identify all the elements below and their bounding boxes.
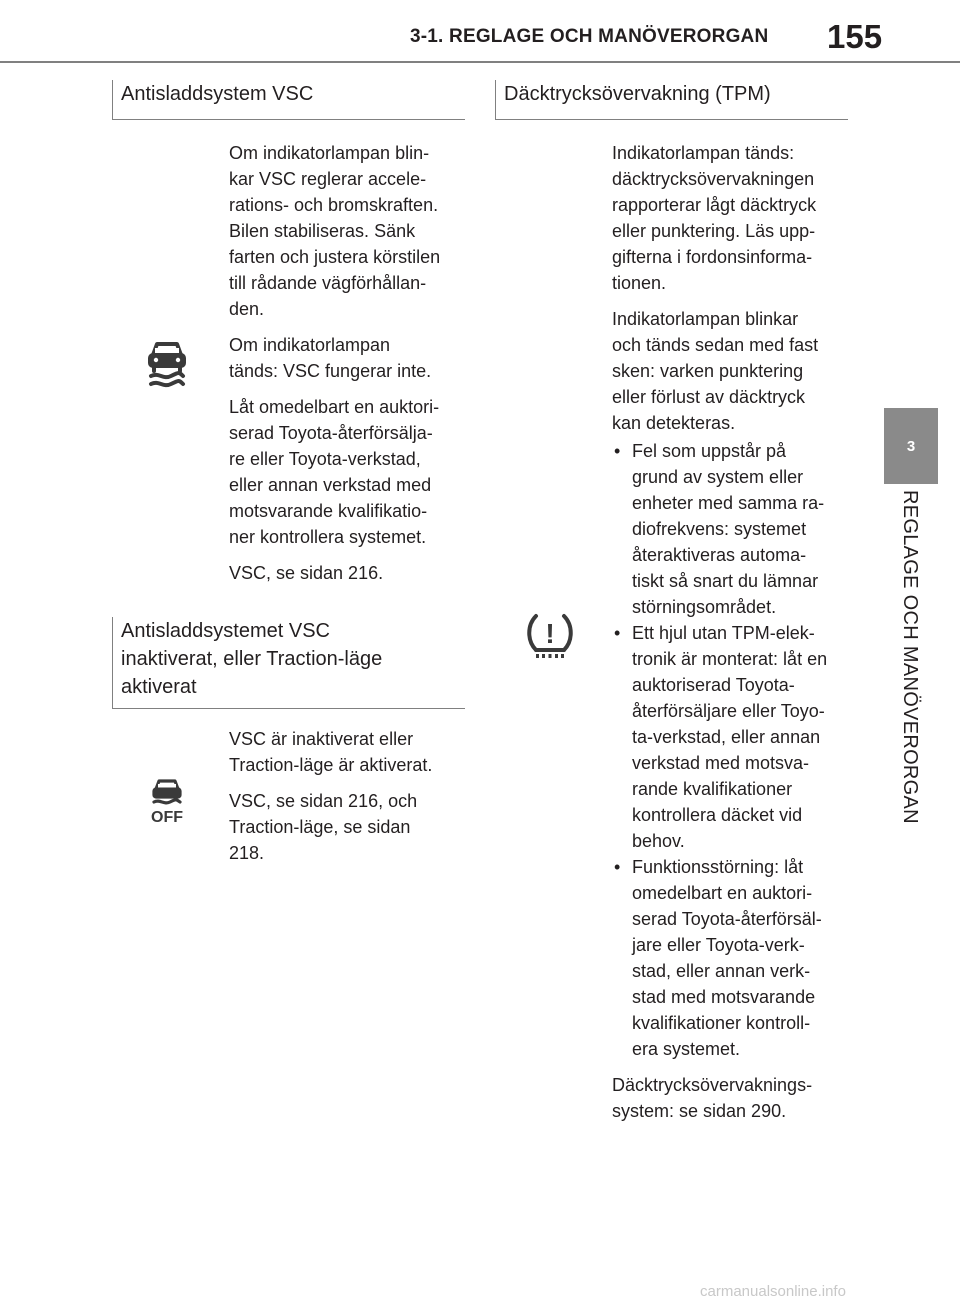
tpm-paragraph-1: Indikatorlampan tänds: däcktrycksövervakningen rapporterar lågt däcktryck eller punktering. Läs upp- gifterna i fordonsinforma- tionen. [612,143,817,293]
chapter-tab-number: 3 [906,437,916,455]
vsc-paragraph-1: Om indikatorlampan blin- kar VSC reglerar accele- rations- och bromskraften. Bilen stabiliseras. Sänk farten och justera körstilen till rådande vägförhållan- den. [229,143,441,319]
tpm-closing: Däcktrycksövervaknings- system: se sidan 290. [612,1075,813,1121]
tpm-icon-exclamation: ! [545,618,555,649]
vsc-off-paragraph-2: VSC, se sidan 216, och Traction-läge, se sidan 218. [229,791,418,863]
tpm-paragraph-2: Indikatorlampan blinkar och tänds sedan med fast sken: varken punktering eller förlust av däcktryck kan detekteras. [612,309,819,433]
tpm-bullet-1: • Fel som uppstår på grund av system eller enheter med samma ra- diofrekvens: systemet återaktiveras automa- tiskt så snart du lämnar störningsområdet. [612,438,852,620]
header-rule [0,61,960,63]
vsc-off-icon [149,777,185,825]
vsc-paragraph-2: Om indikatorlampan tänds: VSC fungerar inte. [229,335,432,381]
tpm-bullet-list [612,438,852,1062]
vsc-skid-icon [145,338,189,388]
section-heading-vsc: Antisladdsystem VSC [112,80,465,120]
vsc-off-paragraph-1: VSC är inaktiverat eller Traction-läge är aktiverat. [229,729,433,775]
section-heading-vsc-off: Antisladdsystemet VSC inaktiverat, eller Traction-läge aktiverat [112,617,465,709]
vsc-paragraph-3: Låt omedelbart en auktori- serad Toyota-återförsälja- re eller Toyota-verkstad, eller annan verkstad med motsvarande kvalifikatio- ner kontrollera systemet. [229,397,440,547]
watermark: carmanualsonline.info [700,1283,846,1300]
tire-pressure-warning-icon [524,612,576,660]
tpm-bullet-2: • Ett hjul utan TPM-elek- tronik är monterat: låt en auktoriserad Toyota- återförsäljare eller Toyo- ta-verkstad, eller annan verkstad med motsva- rande kvalifikationer kontrollera däcket vid behov. [612,620,852,854]
vsc-text [229,140,469,596]
chapter-side-label: REGLAGE OCH MANÖVERORGAN [899,490,921,824]
vsc-off-text [229,726,469,876]
chapter-title: 3-1. REGLAGE OCH MANÖVERORGAN [410,26,769,47]
vsc-off-icon-text: OFF [151,809,183,825]
chapter-tab [884,408,938,484]
section-heading-tpm: Däcktrycksövervakning (TPM) [495,80,848,120]
tpm-text [612,140,852,1134]
page-number: 155 [827,18,883,55]
tpm-bullet-3: • Funktionsstörning: låt omedelbart en auktori- serad Toyota-återförsäl- jare eller Toyota-verk- stad, eller annan verk- stad med motsvarande kvalifikationer kontroll- era systemet. [612,854,852,1062]
vsc-paragraph-4: VSC, se sidan 216. [229,563,384,583]
